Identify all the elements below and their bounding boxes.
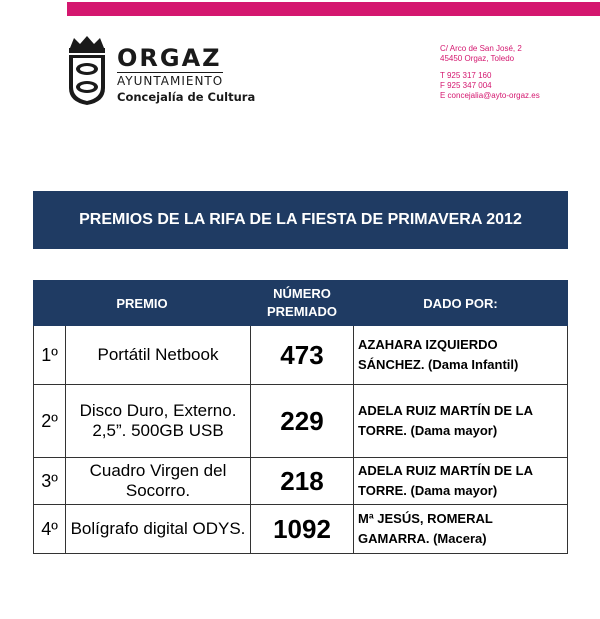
top-accent-bar bbox=[67, 2, 600, 16]
prize-position: 3º bbox=[34, 458, 66, 505]
address-line-1: C/ Arco de San José, 2 bbox=[440, 44, 522, 53]
phone: T 925 317 160 bbox=[440, 71, 492, 80]
brand-department: Concejalía de Cultura bbox=[117, 90, 256, 104]
page-title: PREMIOS DE LA RIFA DE LA FIESTA DE PRIMAVERA 2012 bbox=[33, 191, 568, 249]
email-link[interactable]: E concejalia@ayto-orgaz.es bbox=[440, 91, 540, 100]
header-premio: PREMIO bbox=[34, 281, 251, 326]
table-row bbox=[34, 505, 568, 554]
donated-by: ADELA RUIZ MARTÍN DE LA TORRE. (Dama mayor) bbox=[354, 458, 568, 505]
fax: F 925 347 004 bbox=[440, 81, 492, 90]
winning-number: 218 bbox=[251, 458, 354, 505]
table-header-row bbox=[34, 281, 568, 326]
prizes-table bbox=[33, 280, 568, 554]
winning-number: 229 bbox=[251, 385, 354, 458]
donated-by: ADELA RUIZ MARTÍN DE LA TORRE. (Dama mayor) bbox=[354, 385, 568, 458]
coat-of-arms-icon bbox=[64, 34, 110, 106]
header-numero: NÚMERO PREMIADO bbox=[251, 281, 354, 326]
winning-number: 1092 bbox=[251, 505, 354, 554]
donated-by: Mª JESÚS, ROMERAL GAMARRA. (Macera) bbox=[354, 505, 568, 554]
table-row bbox=[34, 326, 568, 385]
brand-block bbox=[117, 46, 255, 104]
contact-block bbox=[440, 44, 540, 101]
winning-number: 473 bbox=[251, 326, 354, 385]
prize-position: 1º bbox=[34, 326, 66, 385]
prize-name: Bolígrafo digital ODYS. bbox=[66, 505, 251, 554]
brand-name: ORGAZ bbox=[117, 44, 222, 72]
prize-position: 2º bbox=[34, 385, 66, 458]
prize-name: Disco Duro, Externo. 2,5”. 500GB USB bbox=[66, 385, 251, 458]
prize-name: Portátil Netbook bbox=[66, 326, 251, 385]
address-line-2: 45450 Orgaz, Toledo bbox=[440, 54, 515, 63]
header-dado-por: DADO POR: bbox=[354, 281, 568, 326]
prize-name: Cuadro Virgen del Socorro. bbox=[66, 458, 251, 505]
prize-position: 4º bbox=[34, 505, 66, 554]
table-row bbox=[34, 385, 568, 458]
donated-by: AZAHARA IZQUIERDO SÁNCHEZ. (Dama Infantil) bbox=[354, 326, 568, 385]
brand-subtitle: AYUNTAMIENTO bbox=[117, 74, 224, 88]
table-row bbox=[34, 458, 568, 505]
